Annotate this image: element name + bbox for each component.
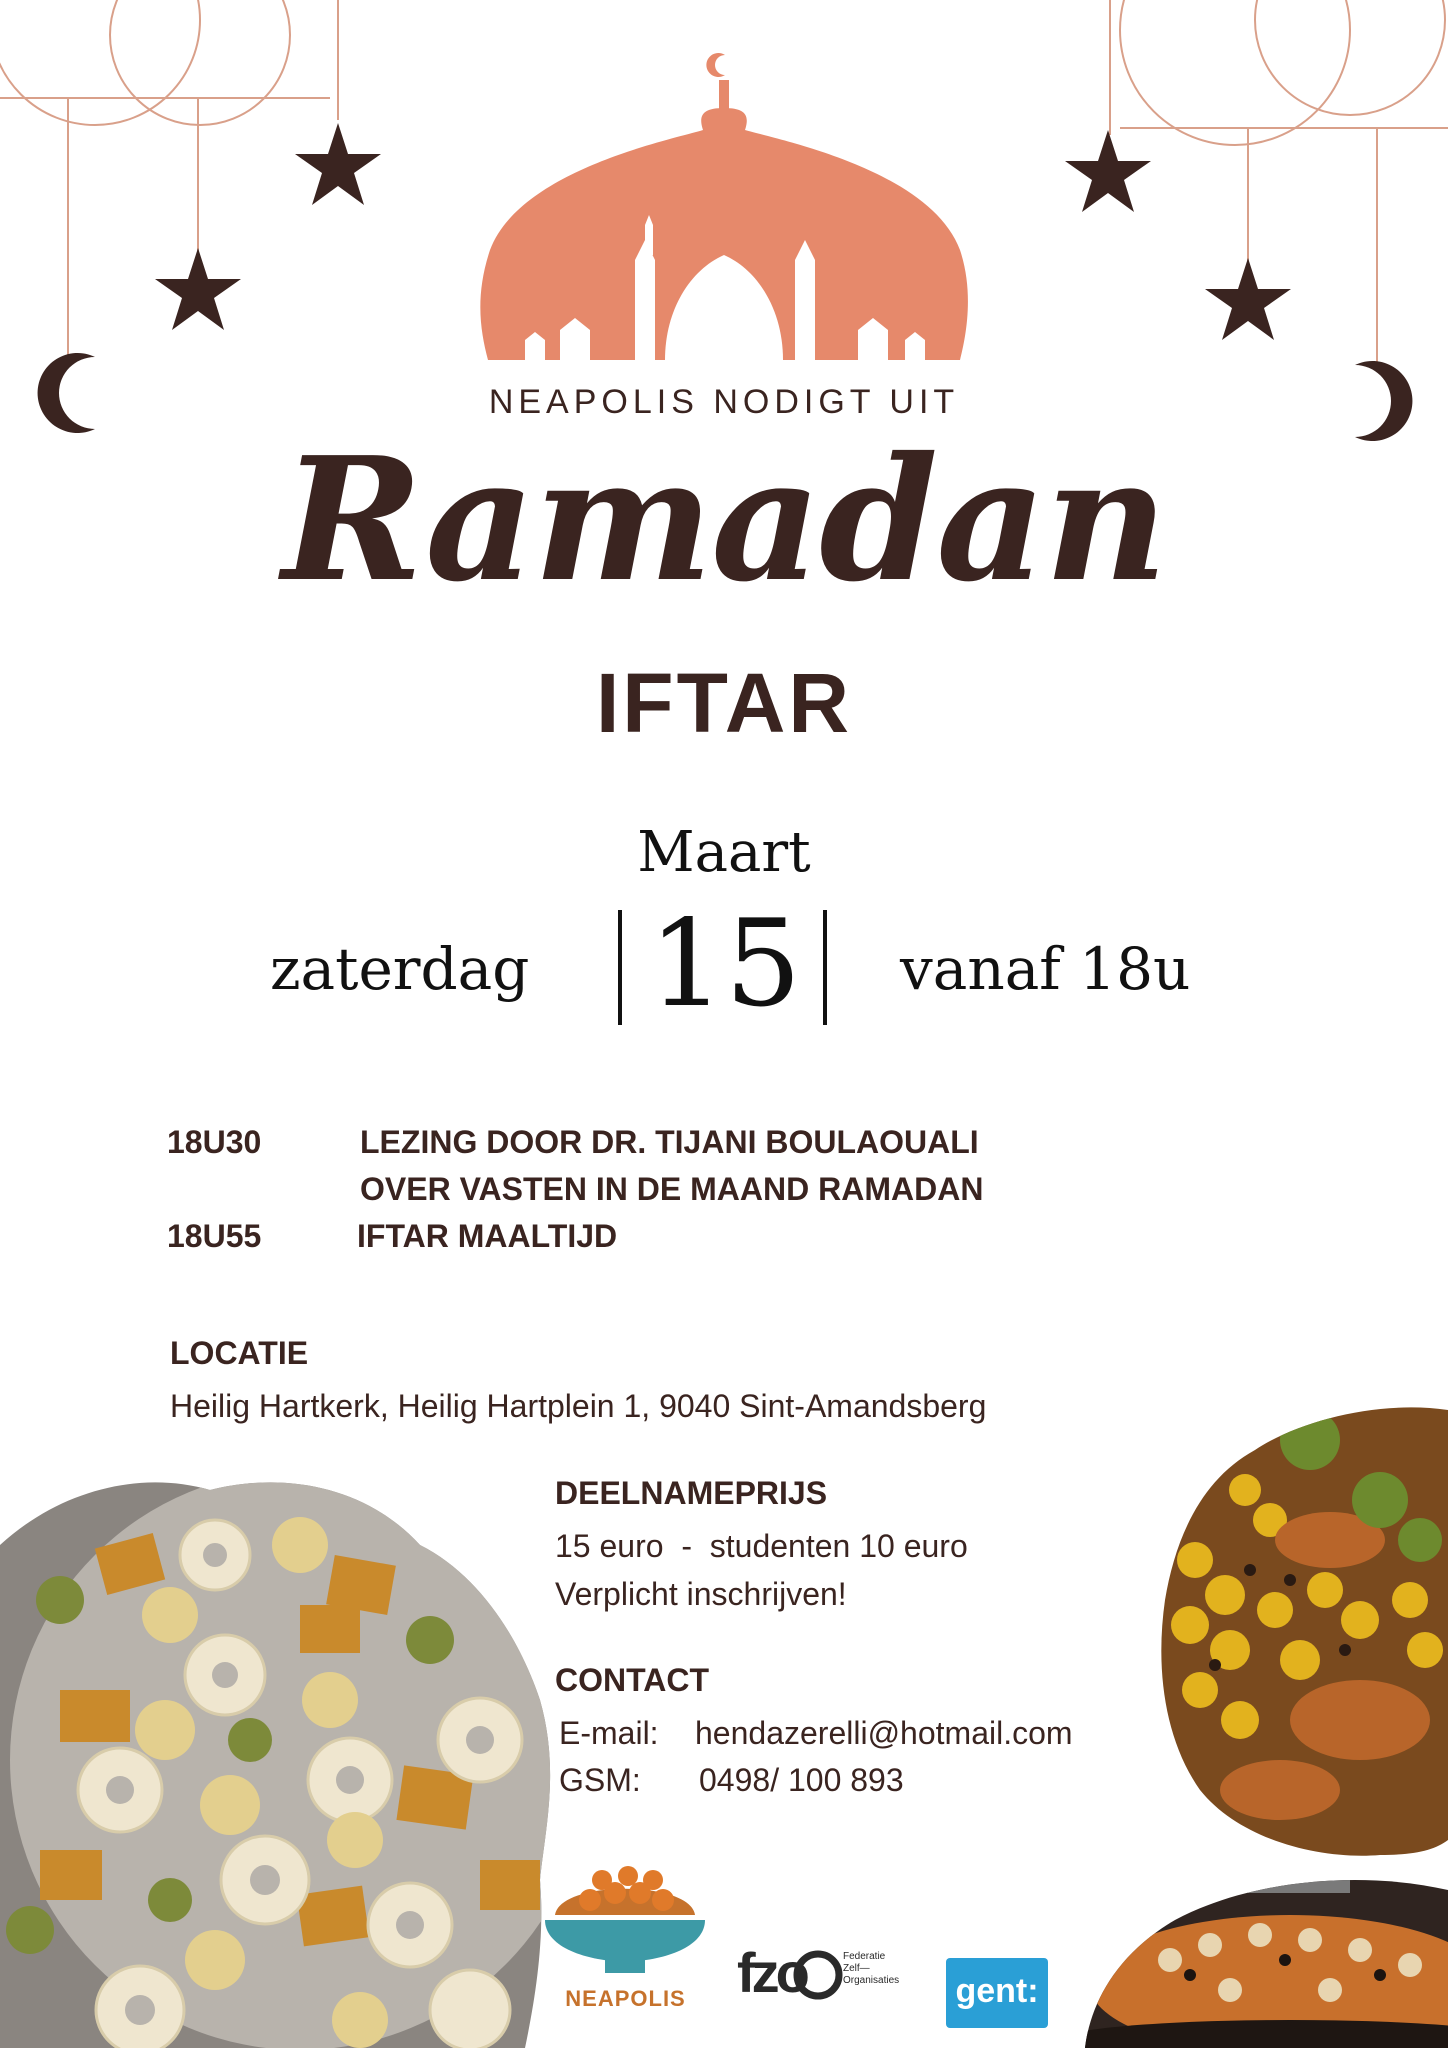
date-divider-right [823,910,827,1025]
fzo-logo-text: Federatie [843,1951,886,1962]
price-line: 15 euro - studenten 10 euro [555,1528,968,1564]
fzo-logo-text: Zelf— [843,1963,870,1974]
date-day: 15 [648,895,802,1034]
fzo-logo-mark: fzo [737,1941,806,2004]
location-address: Heilig Hartkerk, Heilig Hartplein 1, 9040 Sint-Amandsberg [170,1388,987,1424]
star-icon [1205,258,1291,340]
email-label: E-mail: [559,1715,659,1751]
star-icon [155,248,241,330]
contact-heading: CONTACT [555,1662,710,1698]
phone-label: GSM: [559,1762,641,1798]
program-line: IFTAR MAALTIJD [357,1218,618,1254]
page-subtitle: IFTAR [595,656,853,750]
date-time: vanaf 18u [900,935,1191,1003]
page-title: Ramadan [282,420,1166,620]
program-line: OVER VASTEN IN DE MAAND RAMADAN [360,1171,984,1207]
pastry-photo [0,1470,590,2048]
mosque-icon [480,53,968,360]
program-time: 18U55 [167,1218,262,1254]
star-icon [1065,130,1151,212]
tagine-photo [1150,1400,1448,1860]
location-heading: LOCATIE [170,1335,309,1371]
neapolis-logo-text: NEAPOLIS [565,1986,686,2011]
gent-logo-text: gent: [955,1972,1039,2010]
program-line: LEZING DOOR DR. TIJANI BOULAOUALI [360,1124,979,1160]
fzo-logo-text: Organisaties [843,1975,900,1986]
star-icon [295,123,381,205]
intro-text: NEAPOLIS NODIGT UIT [488,383,960,421]
date-month: Maart [637,820,811,885]
date-weekday: zaterdag [270,935,530,1003]
program-time: 18U30 [167,1124,262,1160]
hanging-ornaments-right [1110,0,1448,365]
neapolis-logo [545,1866,705,1973]
email-link[interactable]: hendazerelli@hotmail.com [695,1715,1073,1751]
registration-note: Verplicht inschrijven! [555,1576,847,1612]
appetizer-photo [1060,1860,1448,2048]
phone-number[interactable]: 0498/ 100 893 [699,1762,904,1798]
hanging-ornaments-left [0,0,338,355]
price-heading: DEELNAMEPRIJS [555,1475,828,1511]
